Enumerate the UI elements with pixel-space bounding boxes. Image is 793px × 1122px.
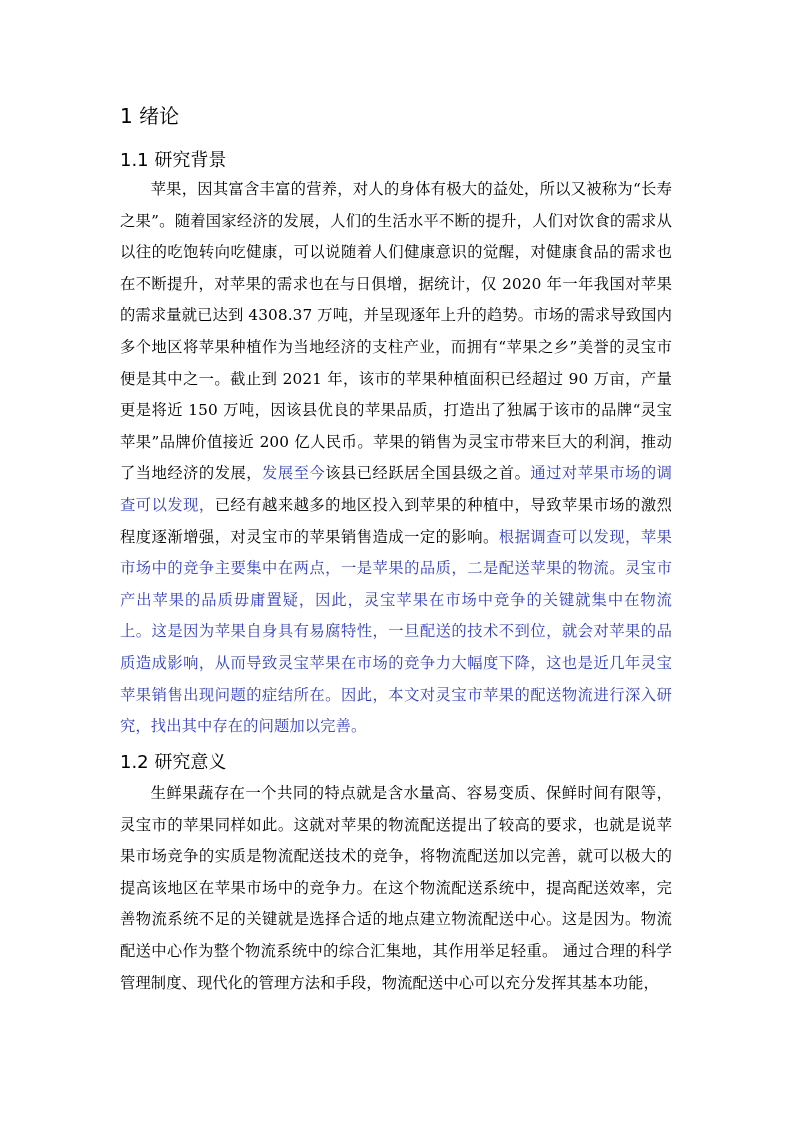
- section-heading-background: 1.1 研究背景: [120, 150, 227, 171]
- chapter-title: 1 绪论: [120, 104, 180, 128]
- paragraph-text: 该县已经跃居全国县级之首。: [325, 464, 531, 483]
- section-heading-significance: 1.2 研究意义: [120, 752, 227, 773]
- highlighted-text: 发展至今: [262, 464, 326, 483]
- highlighted-text: 通过对苹果市场的调查可以发现，: [120, 464, 673, 514]
- significance-paragraph: 生鲜果蔬存在一个共同的特点就是含水量高、容易变质、保鲜时间有限等，灵宝市的苹果同样如此。这就对苹果的物流配送提出了较高的要求，也就是说苹果市场竞争的实质是物流配送技术的竞争，将物流配送加以完善，就可以极大的提高该地区在苹果市场中的竞争力。在这个物流配送系统中，提高配送效率，完善物流系统不足的关键就是选择合适的地点建立物流配送中心。这是因为。物流配送中心作为整个物流系统中的综合汇集地，其作用举足轻重。 通过合理的科学管理制度、现代化的管理方法和手段，物流配送中心可以充分发挥其基本功能，: [120, 784, 672, 992]
- paragraph-text: 已经有越来越多的地区投入到苹果的种植中，导致苹果市场的激烈程度逐渐增强，对灵宝市的苹果销售造成一定的影响。: [120, 495, 672, 546]
- paragraph-text: 苹果，因其富含丰富的营养，对人的身体有极大的益处，所以又被称为“长寿之果”。随着国家经济的发展，人们的生活水平不断的提升，人们对饮食的需求从以往的吃饱转向吃健康，可以说随着人们健康意识的觉醒，对健康食品的需求也在不断提升，对苹果的需求也在与日俱增，据统计，仅 2020 年一年我国对苹果的需求量就已达到 4308.37 万吨，并呈现逐年上升的趋势。市场的需求导致国内多个地区将苹果种植作为当地经济的支柱产业，而拥有“苹果之乡”美誉的灵宝市便是其中之一。截止到 2021 年，该市的苹果种植面积已经超过 90 万亩，产量更是将近 150 万吨，因该县优良的苹果品质，打造出了独属于该市的品牌“灵宝苹果”品牌价值接近 200 亿人民币。苹果的销售为灵宝市带来巨大的利润，推动了当地经济的发展，: [120, 180, 672, 483]
- background-paragraph: [120, 174, 672, 743]
- highlighted-text: 根据调查可以发现，苹果市场中的竞争主要集中在两点，一是苹果的品质，二是配送苹果的物流。灵宝市产出苹果的品质毋庸置疑，因此，灵宝苹果在市场中竞争的关键就集中在物流上。这是因为苹果自身具有易腐特性，一旦配送的技术不到位，就会对苹果的品质造成影响，从而导致灵宝苹果在市场的竞争力大幅度下降，这也是近几年灵宝苹果销售出现问题的症结所在。因此，本文对灵宝市苹果的配送物流进行深入研究，找出其中存在的问题加以完善。: [120, 527, 672, 736]
